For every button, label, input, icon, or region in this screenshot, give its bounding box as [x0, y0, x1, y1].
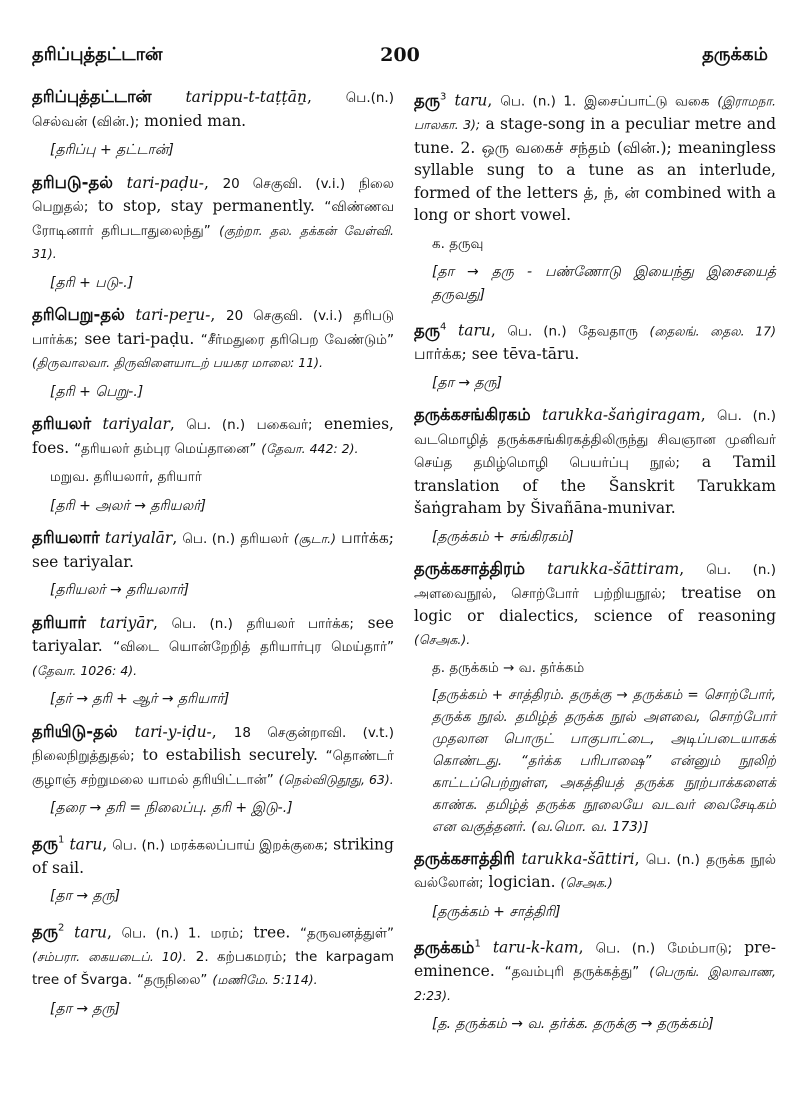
headword: தரு$^4$: [414, 320, 447, 340]
headword: தரிபெறு-தல்: [32, 305, 125, 324]
quote: “தருவனத்துள்”: [300, 925, 395, 941]
right-column: [414, 86, 776, 1046]
quote: “தவம்புரி தருக்கத்து”: [504, 964, 640, 980]
running-head-left: தரிப்புத்தட்டான்: [32, 44, 163, 65]
quote: “விடை யொன்றேறித் தரியார்புர மெய்தார்”: [113, 639, 394, 655]
etymology: [த. தருக்கம் → வ. தர்க்க. தருக்கு → தருக்கம்]: [432, 1016, 714, 1032]
etymology: [தரி + பெறு-.]: [50, 383, 144, 400]
cognate: க. தருவு: [432, 235, 484, 252]
definition-ta: தரியலர்: [240, 531, 289, 547]
definition-ta: நிலை பெறுதல்;: [32, 175, 395, 215]
grammar: பெ. (n.) 1.: [121, 925, 201, 941]
headword: தரியலார்: [32, 528, 100, 547]
dictionary-entry: தரிபெறு-தல் tari-peṟu-, 20 செகுவி. (v.i.) தரிபடு பார்க்க; see tari-paḍu. “சீர்மதுரை தரிபெற வேண்டும்” (திருவாலவா. திருவிளையாடற் பயகர மாலை: 11). [தரி + பெறு-.]: [32, 304, 394, 403]
headword: தரிப்புத்தட்டான்: [32, 87, 152, 106]
homonym-number: 2: [58, 922, 65, 934]
dictionary-entry: தரு$^1$ taru, பெ. (n.) மரக்கலப்பாய் இறக்குகை; striking of sail. [தா → தரு]: [32, 830, 394, 908]
transliteration: tari-paḍu-: [126, 173, 204, 192]
definition-ta: தருக்க நூல் வல்லோன்;: [414, 851, 776, 891]
headword: தருக்கசங்கிரகம்: [414, 405, 531, 424]
definition-en: பார்க்க; see tēva-tāru.: [414, 345, 580, 363]
dictionary-entry: தரிபடு-தல் tari-paḍu-, 20 செகுவி. (v.i.) நிலை பெறுதல்; to stop, stay permanently. “விண்ணவ ரோடினார் தரிபடாதுலைந்து” (குற்றா. தல. தக்கன் வேள்வி. 31). [தரி + படு-.]: [32, 172, 394, 295]
etymology: [தரியலர் → தரியலார்]: [50, 582, 190, 598]
etymology: [தருக்கம் + சங்கிரகம்]: [432, 528, 574, 545]
running-head-right: தருக்கம்: [702, 44, 768, 65]
grammar: பெ. (n.): [595, 940, 656, 957]
quote: “தொண்டர் குழாஞ் சற்றுமலை யாமல் தரியிட்டான்”: [32, 748, 394, 788]
definition-en: treatise on logic or dialectics, science of reasoning: [414, 583, 776, 625]
page-number: 200: [380, 44, 420, 66]
etymology: [தருக்கம் + சாத்திரி]: [432, 903, 561, 920]
definition-en: a Tamil translation of the Šanskrit Tarukkam šaṅgraham by Šivañāna-munivar.: [414, 453, 776, 517]
transliteration: tariyār: [99, 613, 153, 632]
grammar: பெ. (n.): [112, 837, 165, 853]
definition-ta: மரக்கலப்பாய் இறக்குகை;: [169, 837, 329, 853]
etymology: [தா → தரு]: [50, 1000, 121, 1017]
definition-ta: அளவைநூல், சொற்போர் பற்றியநூல்;: [414, 585, 666, 602]
transliteration: taru: [74, 923, 107, 941]
transliteration: tarippu-t-taṭṭāṉ: [185, 88, 307, 106]
citation: (செஅக.): [560, 875, 613, 890]
headword: தரியலர்: [32, 414, 92, 433]
etymology: [தர் → தரி + ஆர் → தரியார்]: [50, 691, 230, 707]
headword: தருக்கம்$^1$: [414, 937, 481, 957]
definition-en: monied man.: [144, 111, 247, 130]
etymology: [தா → தரு]: [432, 374, 503, 391]
transliteration: tariyalār: [104, 529, 173, 547]
definition-en: to estabilish securely.: [142, 746, 318, 764]
grammar: பெ. (n.): [507, 323, 567, 340]
headword: தருக்கசாத்திரம்: [414, 559, 525, 578]
grammar: பெ. (n.) 1.: [500, 93, 577, 110]
headword: தரியிடு-தல்: [32, 721, 118, 741]
grammar: பெ. (n.): [182, 531, 236, 547]
headword: தரியார்: [32, 612, 87, 632]
definition-ta: இசைப்பாட்டு வகை: [584, 93, 710, 110]
headword: தருக்கசாத்திரி: [414, 848, 516, 868]
dictionary-entry: தரு$^3$ taru, பெ. (n.) 1. இசைப்பாட்டு வகை (இராமநா. பாலகா. 3); a stage-song in a peculiar metre and tune. 2. ஒரு வகைச் சந்தம் (வின்.); meaningless syllable sung to a tune as an interlude, formed of the letters த், ந், ன் combined with a long or short vowel. க. தருவு [தா → தரு - பண்ணோடு இயைந்து இசையைத் தருவது]: [414, 86, 776, 306]
quote: “சீர்மதுரை தரிபெற வேண்டும்”: [200, 331, 394, 348]
left-column: [32, 86, 394, 1030]
definition-en: a stage-song in a peculiar metre and tune. 2. ஒரு வகைச் சந்தம் (வின்.); meaningless syllable sung to a tune as an interlude, formed of the letters த், ந், ன் combined with a long or short vowel.: [414, 115, 776, 224]
definition-en: see tari-paḍu.: [84, 329, 195, 348]
transliteration: taru: [69, 835, 103, 853]
quote-2: “தருநிலை”: [136, 972, 208, 988]
quote: “தரியலர் தம்புர மெய்தானை”: [74, 440, 257, 457]
citation: (தேவா. 442: 2).: [261, 440, 359, 456]
dictionary-entry: தருக்கசாத்திரி tarukka-šāttiri, பெ. (n.) தருக்க நூல் வல்லோன்; logician. (செஅக.) [தருக்கம் + சாத்திரி]: [414, 848, 776, 924]
definition-ta: தரியலர் பார்க்க;: [246, 615, 354, 632]
etymology-note: [தருக்கம் + சாத்திரம். தருக்கு → தருக்கம் = சொற்போர், தருக்க நூல். தமிழ்த் தருக்க நூல் அளவை, சொற்போர் முதலான பொருட் பாகுபாட்டை, அடிப்படையாகக் கொண்டது. “தர்க்க பரிபாஷை” என்னும் நூலிற் காட்டப்பெற்றுள்ள, அகத்தியத் தருக்க நூற்பாக்களைக் காண்க. தமிழ்த் தருக்க நூலையே வடவர் வைசேடிகம் என வகுத்தனர். (வ.மொ. வ. 173)]: [432, 686, 776, 835]
dictionary-entry: தருக்கம்$^1$ taru-k-kam, பெ. (n.) மேம்பாடு; pre-eminence. “தவம்புரி தருக்கத்து” (பெருங். இலாவாண, 2:23). [த. தருக்கம் → வ. தர்க்க. தருக்கு → தருக்கம்]: [414, 933, 776, 1036]
dictionary-entry: தரு$^4$ taru, பெ. (n.) தேவதாரு (தைலங். தைல. 17) பார்க்க; see tēva-tāru. [தா → தரு]: [414, 316, 776, 394]
etymology: [தா → தரு]: [50, 888, 121, 904]
dictionary-entry: தரிப்புத்தட்டான் tarippu-t-taṭṭāṉ, பெ.(n.) செல்வன் (வின்.); monied man. [தரிப்பு + தட்டான்]: [32, 86, 394, 162]
definition-en: pre-eminence.: [414, 938, 776, 980]
homonym-number: 4: [440, 321, 447, 332]
definition-ta: பகைவர்;: [256, 417, 313, 433]
citation: (இராமநா. பாலகா. 3);: [414, 93, 776, 132]
citation: (நெல்விடுதூது, 63).: [278, 771, 394, 787]
transliteration: tarukka-šaṅgiragam: [542, 406, 701, 424]
definition-ta: மேம்பாடு;: [667, 940, 733, 957]
transliteration: tari-y-iḍu-: [134, 722, 212, 741]
dictionary-entry: தரியார் tariyār, பெ. (n.) தரியலர் பார்க்க; see tariyalar. “விடை யொன்றேறித் தரியார்புர மெய்தார்” (தேவா. 1026: 4). [தர் → தரி + ஆர் → தரியார்]: [32, 612, 394, 711]
definition-en: tree.: [253, 923, 291, 941]
transliteration: tariyalar: [102, 415, 170, 433]
grammar: 20 செகுவி. (v.i.): [226, 308, 343, 324]
citation: (பெருங். இலாவாண, 2:23).: [414, 964, 776, 1003]
etymology: [தரி + படு-.]: [50, 274, 134, 291]
homonym-number: 3: [440, 91, 447, 102]
homonym-number: 1: [474, 938, 481, 949]
grammar: 18 செகுன்றாவி. (v.t.): [233, 724, 394, 741]
headword: தரு$^1$: [32, 834, 65, 853]
citation: (சம்பரா. கையடைப். 10).: [32, 948, 187, 964]
transliteration: taru: [454, 91, 488, 110]
grammar: பெ. (n.): [645, 851, 700, 868]
citation: (சூடா.): [293, 531, 337, 546]
transliteration: tari-peṟu-: [135, 306, 211, 324]
citation: (தைலங். தைல. 17): [649, 323, 776, 339]
page-header: [32, 44, 768, 74]
dictionary-entry: தரியிடு-தல் tari-y-iḍu-, 18 செகுன்றாவி. (v.t.) நிலைநிறுத்துதல்; to estabilish securely. “தொண்டர் குழாஞ் சற்றுமலை யாமல் தரியிட்டான்” (நெல்விடுதூது, 63). [தரை → தரி = நிலைப்பு. தரி + இடு-.]: [32, 721, 394, 820]
definition-ta: தேவதாரு: [578, 323, 638, 340]
etymology: [தா → தரு - பண்ணோடு இயைந்து இசையைத் தருவது]: [432, 264, 776, 303]
transliteration: tarukka-šāttiri: [521, 849, 635, 868]
grammar: 20 செகுவி. (v.i.): [222, 175, 346, 192]
headword: தரு$^3$: [414, 90, 447, 110]
transliteration: taru: [458, 321, 491, 340]
quote: “விண்ணவ ரோடினார் தரிபடாதுலைந்து”: [32, 199, 394, 239]
dictionary-entry: தருக்கசாத்திரம் tarukka-šāttiram, பெ. (n.) அளவைநூல், சொற்போர் பற்றியநூல்; treatise on logic or dialectics, science of reasoning (செஅக.). த. தருக்கம் → வ. தர்க்கம் [தருக்கம் + சாத்திரம். தருக்கு → தருக்கம் = சொற்போர், தருக்க நூல். தமிழ்த் தருக்க நூல் அளவை, சொற்போர் முதலான பொருட் பாகுபாட்டை, அடிப்படையாகக் கொண்டது. “தர்க்க பரிபாஷை” என்னும் நூலிற் காட்டப்பெற்றுள்ள, அகத்தியத் தருக்க நூற்பாக்களைக் காண்க. தமிழ்த் தருக்க நூலையே வடவர் வைசேடிகம் என வகுத்தனர். (வ.மொ. வ. 173)]: [414, 558, 776, 838]
headword: தரிபடு-தல்: [32, 172, 113, 192]
definition-2: 2. கற்பகமரம்; the karpagam tree of Švarga.: [32, 948, 395, 988]
definition-en: பார்க்க; see tariyalar.: [32, 529, 394, 571]
citation: (குற்றா. தல. தக்கன் வேள்வி. 31).: [32, 222, 394, 261]
definition-en: striking of sail.: [32, 835, 394, 877]
grammar: பெ.(n.): [345, 90, 394, 106]
citation: (தேவா. 1026: 4).: [32, 662, 138, 678]
dictionary-entry: தரு$^2$ taru, பெ. (n.) 1. மரம்; tree. “தருவனத்துள்” (சம்பரா. கையடைப். 10). 2. கற்பகமரம்; the karpagam tree of Švarga. “தருநிலை” (மணிமே. 5:114). [தா → தரு]: [32, 918, 394, 1021]
etymology: [தரிப்பு + தட்டான்]: [50, 142, 174, 158]
homonym-number: 1: [58, 834, 65, 846]
citation: (செஅக.).: [414, 631, 471, 647]
definition-ta: செல்வன் (வின்.);: [32, 113, 140, 130]
dictionary-entry: தரியலர் tariyalar, பெ. (n.) பகைவர்; enemies, foes. “தரியலர் தம்புர மெய்தானை” (தேவா. 442: 2). மறுவ. தரியலார், தரியார் [தரி + அலர் → தரியலர்]: [32, 413, 394, 517]
definition-en: see tariyalar.: [32, 613, 394, 655]
etymology: [தரி + அலர் → தரியலர்]: [50, 497, 207, 514]
transliteration: taru-k-kam: [492, 938, 579, 957]
dictionary-entry: தரியலார் tariyalār, பெ. (n.) தரியலர் (சூடா.) பார்க்க; see tariyalar. [தரியலர் → தரியலார்]: [32, 527, 394, 602]
etymology: [தரை → தரி = நிலைப்பு. தரி + இடு-.]: [50, 800, 293, 816]
dictionary-entry: தருக்கசங்கிரகம் tarukka-šaṅgiragam, பெ. (n.) வடமொழித் தருக்கசங்கிரகத்திலிருந்து சிவஞான முனிவர் செய்த தமிழ்மொழி பெயர்ப்பு நூல்; a Tamil translation of the Šanskrit Tarukkam šaṅgraham by Šivañāna-munivar. [தருக்கம் + சங்கிரகம்]: [414, 404, 776, 548]
definition-en: logician.: [488, 873, 556, 891]
grammar: பெ. (n.): [706, 562, 776, 578]
definition-ta: தரிபடு பார்க்க;: [32, 308, 394, 348]
grammar: பெ. (n.): [171, 615, 233, 632]
definition-ta: வடமொழித் தருக்கசங்கிரகத்திலிருந்து சிவஞான முனிவர் செய்த தமிழ்மொழி பெயர்ப்பு நூல்;: [414, 431, 776, 471]
variant-forms: மறுவ. தரியலார், தரியார்: [50, 469, 202, 485]
transliteration: tarukka-šāttiram: [547, 560, 680, 578]
citation: (திருவாலவா. திருவிளையாடற் பயகர மாலை: 11).: [32, 355, 324, 370]
cognate: த. தருக்கம் → வ. தர்க்கம்: [432, 660, 585, 676]
grammar: பெ. (n.): [717, 408, 776, 424]
definition-ta: நிலைநிறுத்துதல்;: [32, 748, 135, 764]
definition-en: to stop, stay permanently.: [97, 197, 315, 215]
headword: தரு$^2$: [32, 922, 65, 941]
grammar: பெ. (n.): [186, 417, 246, 433]
definition-en: enemies, foes.: [32, 415, 394, 457]
definition-ta: மரம்;: [210, 925, 244, 941]
citation-2: (மணிமே. 5:114).: [212, 972, 318, 987]
